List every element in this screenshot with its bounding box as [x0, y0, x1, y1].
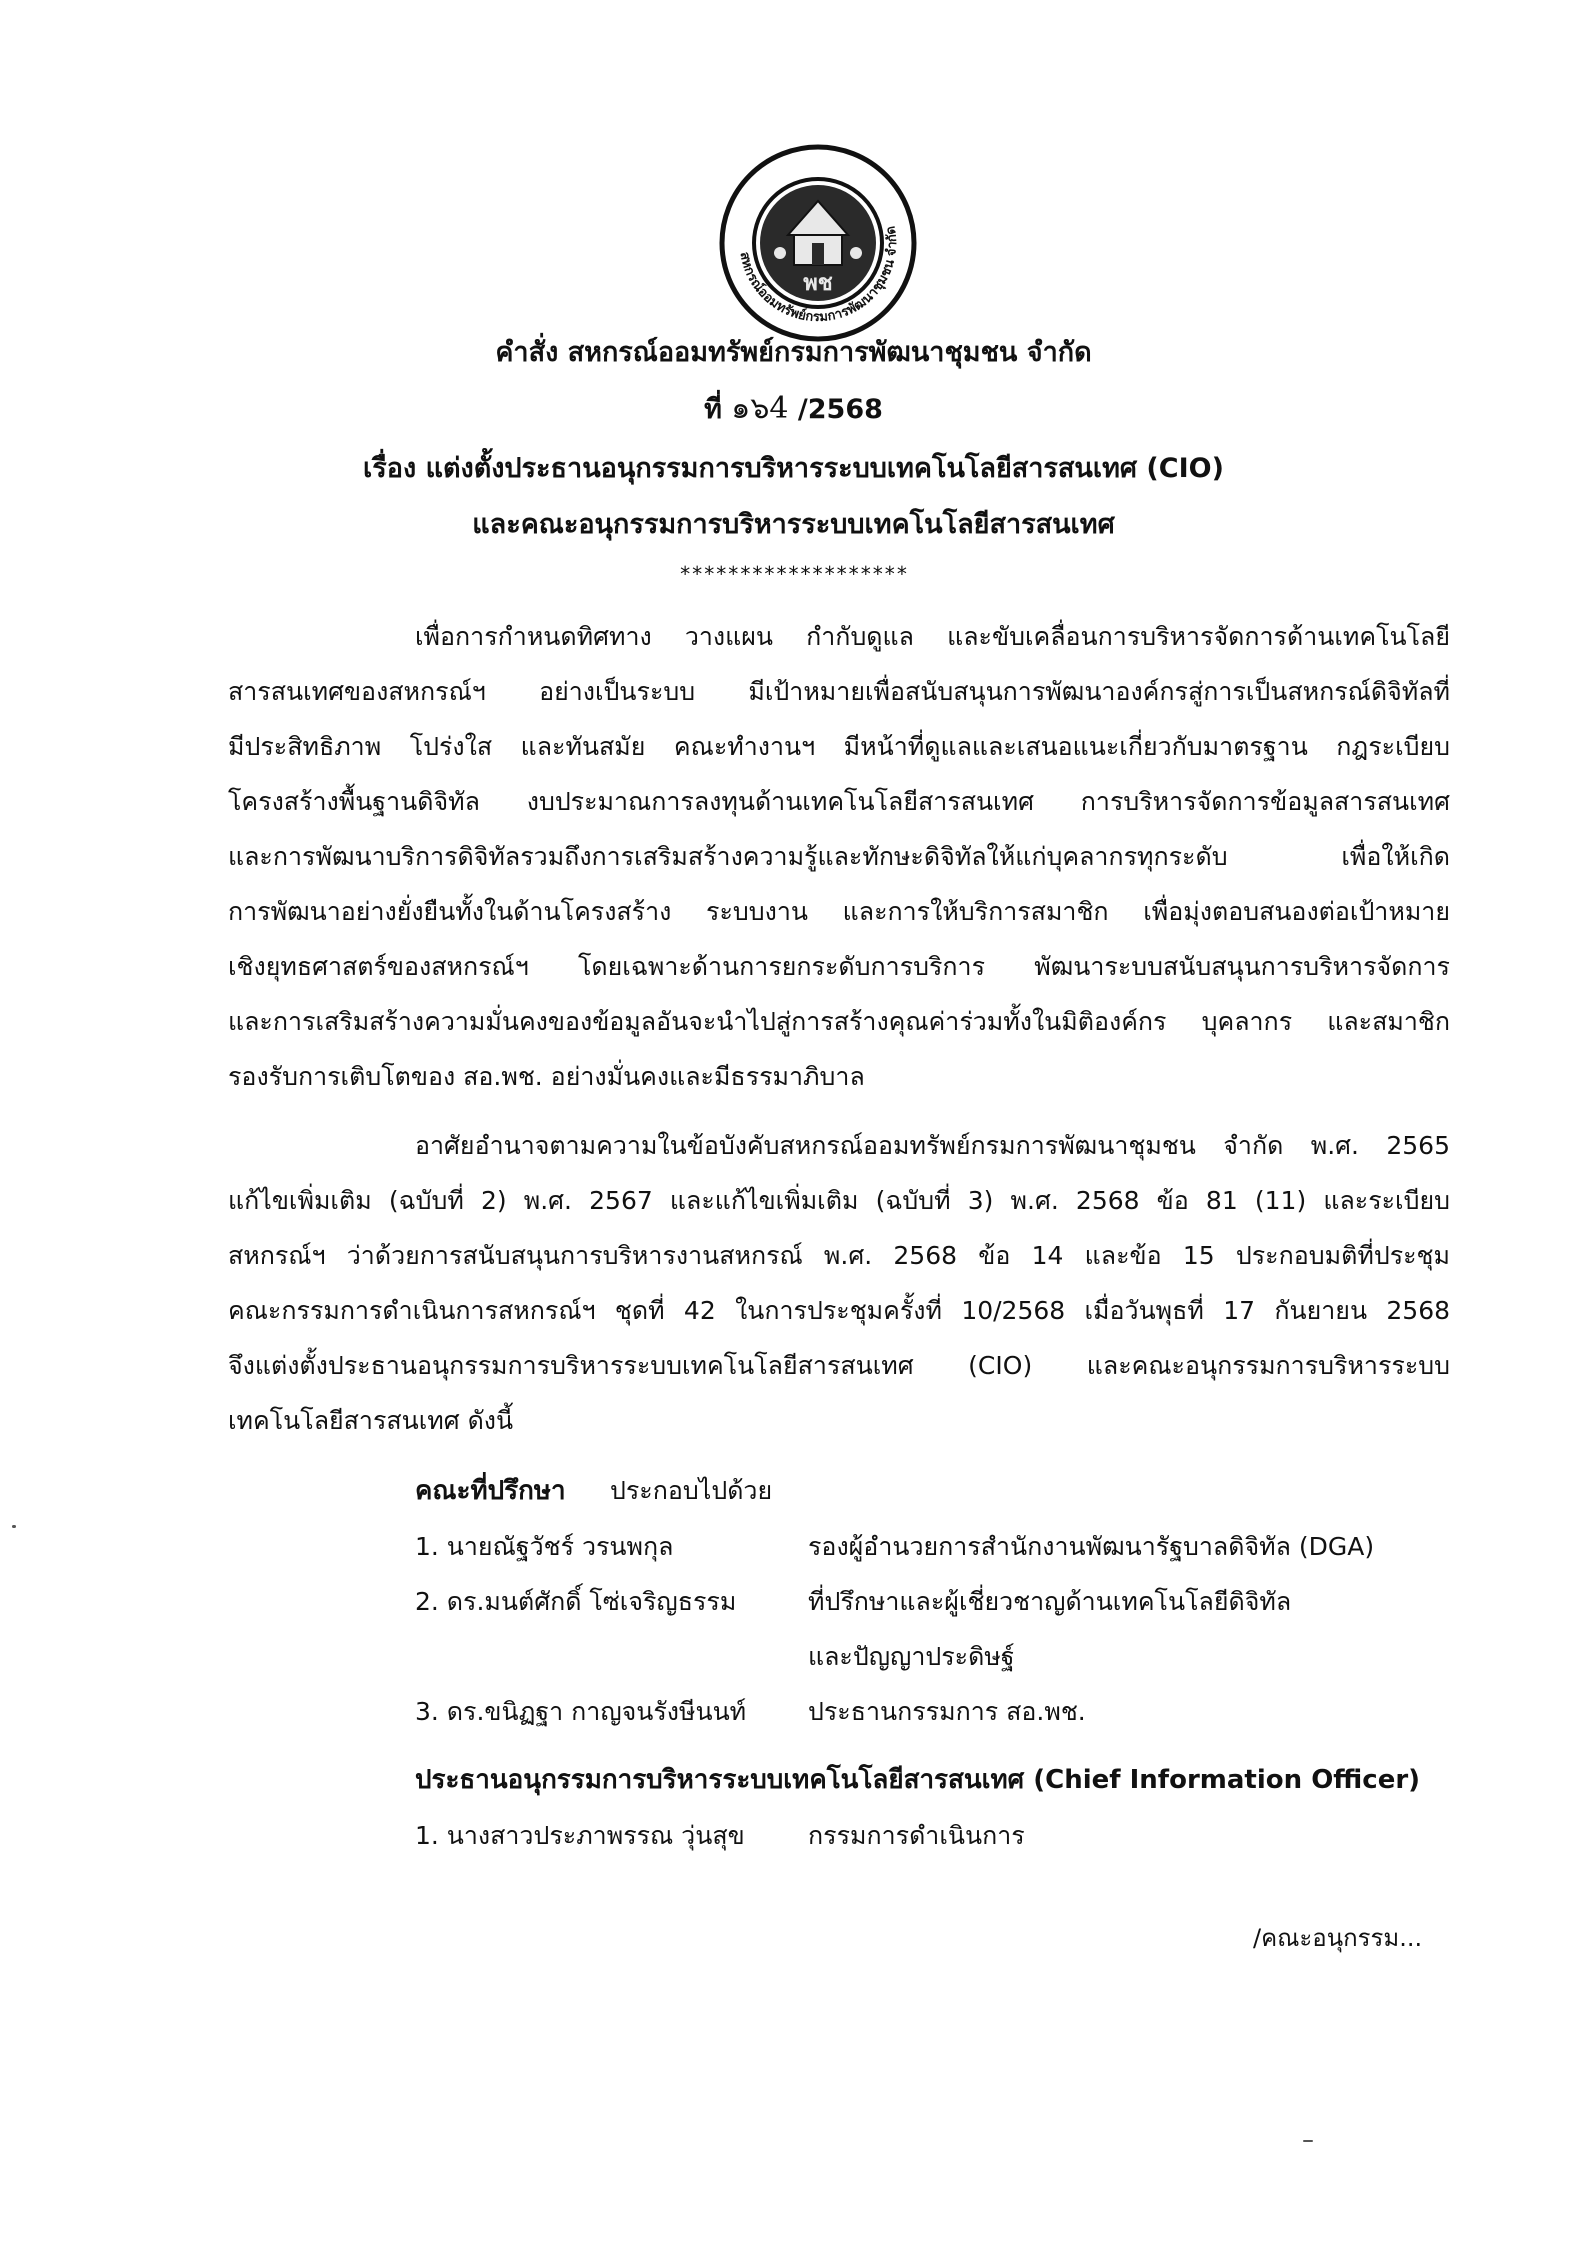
para1-line: การพัฒนาอย่างยั่งยืนทั้งในด้านโครงสร้าง ระบบงาน และการให้บริการสมาชิก เพื่อมุ่งตอบสนองต่อเป้าหมาย [228, 897, 1450, 926]
order-number-prefix: ที่ [704, 394, 732, 425]
para2-line: เทคโนโลยีสารสนเทศ ดังนี้ [228, 1406, 514, 1435]
separator: ******************* [679, 562, 908, 586]
para1-line: และการพัฒนาบริการดิจิทัลรวมถึงการเสริมสร้างความรู้และทักษะดิจิทัลให้แก่บุคลากรทุกระดับ เพื่อให้เกิด [228, 842, 1450, 871]
continuation-marker: /คณะอนุกรรม... [1253, 1924, 1423, 1952]
para2-line: คณะกรรมการดำเนินการสหกรณ์ฯ ชุดที่ 42 ในการประชุมครั้งที่ 10/2568 เมื่อวันพุธที่ 17 กันยายน 2568 [228, 1296, 1450, 1325]
subject-line-2: และคณะอนุกรรมการบริหารระบบเทคโนโลยีสารสนเทศ [472, 509, 1115, 540]
advisor-name: 3. ดร.ขนิฏฐา กาญจนรังษีนนท์ [415, 1697, 747, 1726]
advisors-title: คณะที่ปรึกษา [415, 1476, 566, 1506]
advisor-position: ประธานกรรมการ สอ.พช. [808, 1697, 1086, 1726]
para1-line: รองรับการเติบโตของ สอ.พช. อย่างมั่นคงและมีธรรมาภิบาล [228, 1062, 865, 1091]
para1-line: เชิงยุทธศาสตร์ของสหกรณ์ฯ โดยเฉพาะด้านการยกระดับการบริการ พัฒนาระบบสนับสนุนการบริหารจัดการ [228, 952, 1450, 981]
seal-ring-text: สหกรณ์ออมทรัพย์กรมการพัฒนาชุมชน จำกัด [736, 224, 901, 326]
order-number-handwritten: ๑๖4 [731, 391, 789, 426]
subject-line-1: เรื่อง แต่งตั้งประธานอนุกรรมการบริหารระบบเทคโนโลยีสารสนเทศ (CIO) [363, 453, 1224, 484]
scan-speck [1303, 2140, 1313, 2142]
para1-line: มีประสิทธิภาพ โปร่งใส และทันสมัย คณะทำงานฯ มีหน้าที่ดูแลและเสนอแนะเกี่ยวกับมาตรฐาน กฎระเบียบ [228, 732, 1450, 761]
cooperative-seal-logo [718, 143, 918, 343]
cio-position: กรรมการดำเนินการ [808, 1821, 1025, 1850]
advisor-position: รองผู้อำนวยการสำนักงานพัฒนารัฐบาลดิจิทัล (DGA) [808, 1532, 1375, 1561]
cio-title: ประธานอนุกรรมการบริหารระบบเทคโนโลยีสารสนเทศ (Chief Information Officer) [415, 1765, 1421, 1795]
para1-line: โครงสร้างพื้นฐานดิจิทัล งบประมาณการลงทุนด้านเทคโนโลยีสารสนเทศ การบริหารจัดการข้อมูลสารสนเทศ [228, 787, 1450, 816]
order-number [0, 389, 1587, 430]
para2-line: แก้ไขเพิ่มเติม (ฉบับที่ 2) พ.ศ. 2567 และแก้ไขเพิ่มเติม (ฉบับที่ 3) พ.ศ. 2568 ข้อ 81 (11) และระเบียบ [228, 1186, 1450, 1215]
order-number-suffix: /2568 [788, 394, 883, 425]
para1-line: สารสนเทศของสหกรณ์ฯ อย่างเป็นระบบ มีเป้าหมายเพื่อสนับสนุนการพัฒนาองค์กรสู่การเป็นสหกรณ์ดิจิทัลที่ [228, 677, 1450, 706]
para2-line: อาศัยอำนาจตามความในข้อบังคับสหกรณ์ออมทรัพย์กรมการพัฒนาชุมชน จำกัด พ.ศ. 2565 [415, 1131, 1450, 1160]
scan-speck [12, 1525, 16, 1528]
para2-line: จึงแต่งตั้งประธานอนุกรรมการบริหารระบบเทคโนโลยีสารสนเทศ (CIO) และคณะอนุกรรมการบริหารระบบ [228, 1351, 1450, 1380]
advisor-position-cont: และปัญญาประดิษฐ์ [808, 1642, 1015, 1671]
order-title: คำสั่ง สหกรณ์ออมทรัพย์กรมการพัฒนาชุมชน จำกัด [495, 337, 1092, 368]
para1-line: และการเสริมสร้างความมั่นคงของข้อมูลอันจะนำไปสู่การสร้างคุณค่าร่วมทั้งในมิติองค์กร บุคลากร และสมาชิก [228, 1007, 1450, 1036]
advisor-name: 2. ดร.มนต์ศักดิ์ โซ่เจริญธรรม [415, 1587, 737, 1616]
advisor-position: ที่ปรึกษาและผู้เชี่ยวชาญด้านเทคโนโลยีดิจิทัล [808, 1587, 1292, 1616]
cio-name: 1. นางสาวประภาพรรณ วุ่นสุข [415, 1821, 745, 1850]
para2-line: สหกรณ์ฯ ว่าด้วยการสนับสนุนการบริหารงานสหกรณ์ พ.ศ. 2568 ข้อ 14 และข้อ 15 ประกอบมติที่ประชุม [228, 1241, 1450, 1270]
seal-center-text: พช [803, 271, 833, 296]
para1-line: เพื่อการกำหนดทิศทาง วางแผน กำกับดูแล และขับเคลื่อนการบริหารจัดการด้านเทคโนโลยี [415, 622, 1450, 651]
advisors-subtitle: ประกอบไปด้วย [610, 1476, 773, 1505]
advisor-name: 1. นายณัฐวัชร์ วรนพกุล [415, 1532, 674, 1561]
